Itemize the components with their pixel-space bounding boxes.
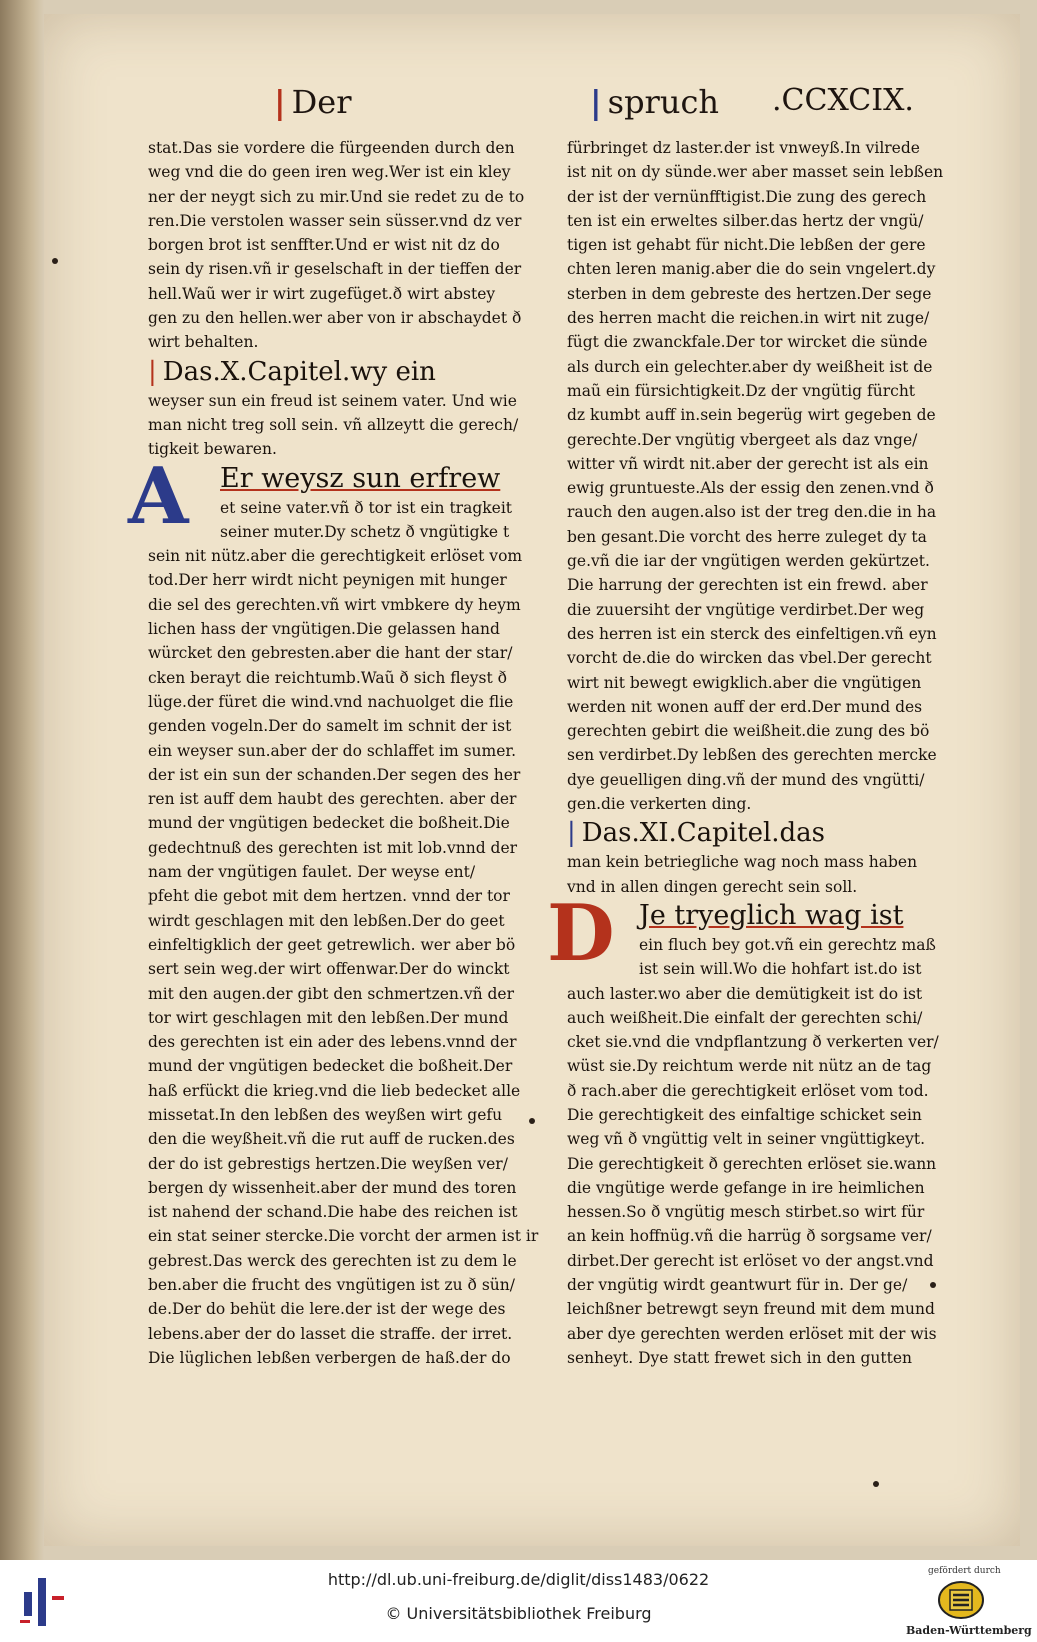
text-line: ben gesant.Die vorcht des herre zuleget dy ta: [567, 527, 927, 546]
text-line: Die lüglichen lebßen verbergen de haß.der do: [148, 1348, 511, 1367]
paragraph-mark-red: |: [274, 83, 286, 121]
text-line: wirdt geschlagen mit den lebßen.Der do geet: [148, 911, 505, 930]
text-line: sein dy risen.vñ ir geselschaft in der tieffen der: [148, 260, 522, 279]
text-line: missetat.In den lebßen des weyßen wirt gefu: [148, 1105, 503, 1124]
left-body-lines: [148, 544, 539, 1370]
summary-line: man nicht treg soll sein. vñ allzeytt die gerech/: [148, 415, 519, 434]
summary-line: tigkeit bewaren.: [148, 440, 277, 459]
text-line: stat.Das sie vordere die fürgeenden durch den: [148, 139, 515, 157]
text-line: lüge.der füret die wind.vnd nachuolget die flie: [148, 692, 514, 711]
text-line: mund der vngütigen bedecket die boßheit.Der: [148, 1057, 513, 1076]
text-line: haß erfückt die krieg.vnd die lieb bedecket alle: [148, 1081, 521, 1100]
text-line: der ist der vernünfftigist.Die zung des gerech: [567, 187, 927, 206]
stain-dot: [529, 1118, 535, 1124]
text-line: die vngütige werde gefange in ire heimlichen: [567, 1178, 925, 1197]
text-line: an kein hoffnüg.vñ die harrüg ð sorgsame ver/: [567, 1227, 932, 1246]
chapter-xi-heading: [567, 817, 917, 849]
text-line: mit den augen.der gibt den schmertzen.vñ der: [148, 984, 514, 1003]
text-line: ge.vñ die iar der vngütigen werden gekürtzet.: [567, 552, 930, 571]
text-line: tigen ist gehabt für nicht.Die lebßen der gere: [567, 236, 926, 255]
sponsor-name: Baden-Württemberg: [906, 1624, 1032, 1637]
text-line: sen verdirbet.Dy lebßen des gerechten mercke: [567, 746, 937, 765]
running-title-left: [274, 83, 352, 121]
text-line: weg vnd die do geen iren weg.Wer ist ein kley: [148, 163, 511, 182]
text-line: sert sein weg.der wirt offenwar.Der do winckt: [148, 960, 510, 979]
book-gutter: [0, 0, 44, 1560]
text-line: wirt nit bewegt ewigklich.aber die vngütigen: [567, 673, 922, 692]
chapter-x-heading: [148, 356, 498, 388]
text-line: den die weyßheit.vñ die rut auff de rucken.des: [148, 1130, 515, 1149]
stain-dot: [930, 1282, 936, 1288]
summary-line: weyser sun ein freud ist seinem vater. Und wie: [148, 391, 517, 410]
text-line: ten ist ein erweltes silber.das hertz der vngü/: [567, 211, 924, 230]
chapter-xi-heading-text: Das.XI.Capitel.das: [581, 818, 826, 849]
text-line: maũ ein fürsichtigkeit.Dz der vngütig fürcht: [567, 381, 916, 400]
folio-number: .CCXCIX.: [772, 83, 914, 118]
text-line: Die gerechtigkeit des einfaltige schicket sein: [567, 1105, 922, 1124]
text-line: ð rach.aber die gerechtigkeit erlöset vom tod.: [567, 1081, 929, 1100]
text-line: witter vñ wirdt nit.aber der gerecht ist als ein: [567, 454, 929, 473]
text-line: des gerechten ist ein ader des lebens.vnnd der: [148, 1033, 517, 1052]
text-line: mund der vngütigen bedecket die boßheit.Die: [148, 814, 510, 833]
right-top-lines: [567, 136, 944, 816]
text-line: gen.die verkerten ding.: [567, 795, 752, 814]
text-line: hessen.So ð vngütig mesch stirbet.so wirt für: [567, 1203, 925, 1222]
text-line: ist nit on dy sünde.wer aber masset sein lebßen: [567, 163, 944, 182]
copyright-text: © Universitätsbibliothek Freiburg: [385, 1604, 652, 1623]
source-url-link[interactable]: http://dl.ub.uni-freiburg.de/diglit/diss1483/0622: [327, 1570, 710, 1589]
text-line: cket sie.vnd die vndpflantzung ð verkerten ver/: [567, 1033, 939, 1052]
text-line: genden vogeln.Der do samelt im schnit der ist: [148, 717, 512, 736]
text-line: sein nit nütz.aber die gerechtigkeit erlöset vom: [148, 547, 523, 566]
text-line: ein stat seiner stercke.Die vorcht der armen ist ir: [148, 1227, 539, 1246]
text-line: ben.aber die frucht des vngütigen ist zu ð sün/: [148, 1276, 515, 1295]
text-line: wirt behalten.: [148, 333, 259, 352]
running-title-right-text: spruch: [607, 83, 719, 121]
chapter-x-heading-text: Das.X.Capitel.wy ein: [162, 356, 436, 387]
decorated-initial: A: [128, 450, 189, 542]
text-line: Die harrung der gerechten ist ein frewd. aber: [567, 576, 928, 595]
text-line: ein fluch bey got.vñ ein gerechtz maß: [639, 935, 936, 954]
text-line: des herren macht die reichen.in wirt nit zuge/: [567, 309, 930, 328]
text-line: gedechtnuß des gerechten ist mit lob.vnnd der: [148, 838, 518, 857]
text-line: tod.Der herr wirdt nicht peynigen mit hunger: [148, 571, 507, 590]
text-line: gebrest.Das werck des gerechten ist zu dem le: [148, 1251, 517, 1270]
text-line: der do ist gebrestigs hertzen.Die weyßen ver/: [148, 1154, 508, 1173]
text-line: pfeht die gebot mit dem hertzen. vnnd der tor: [148, 887, 510, 906]
text-line: ner der neygt sich zu mir.Und sie redet zu de to: [148, 187, 525, 206]
summary-line: vnd in allen dingen gerecht sein soll.: [567, 877, 858, 896]
chapter-x-summary: [148, 389, 519, 462]
text-line: dz kumbt auff in.sein begerüg wirt gegeben de: [567, 406, 936, 425]
text-line: fügt die zwanckfale.Der tor wircket die sünde: [567, 333, 928, 352]
text-line: ren.Die verstolen wasser sein süsser.vnd dz ver: [148, 211, 522, 230]
chapter-xi-summary: [567, 850, 917, 899]
text-line: cken berayt die reichtumb.Waũ ð sich fleyst ð: [148, 668, 507, 687]
paragraph-mark-blue: |: [567, 818, 576, 849]
text-line: leichßner betrewgt seyn freund mit dem mund: [567, 1300, 935, 1319]
text-line: wüst sie.Dy reichtum werde nit nütz an de tag: [567, 1057, 932, 1076]
text-line: aber dye gerechten werden erlöset mit der wis: [567, 1324, 937, 1343]
paragraph-mark-red: |: [148, 356, 157, 387]
text-line: der ist ein sun der schanden.Der segen des her: [148, 765, 521, 784]
text-line: auch weißheit.Die einfalt der gerechten schi/: [567, 1008, 923, 1027]
text-line: fürbringet dz laster.der ist vnweyß.In vilrede: [567, 139, 920, 157]
text-line: lebens.aber der do lasset die straffe. der irret.: [148, 1324, 513, 1343]
stain-dot: [873, 1481, 879, 1487]
decorated-initial: D: [547, 887, 615, 979]
right-body-lines: [567, 982, 939, 1371]
text-line: borgen brot ist senffter.Und er wist nit dz do: [148, 236, 500, 255]
text-line: gerechten gebirt die weißheit.die zung des bö: [567, 722, 930, 741]
text-line: ein weyser sun.aber der do schlaffet im sumer.: [148, 741, 517, 760]
text-line: würcket den gebresten.aber die hant der star/: [148, 644, 513, 663]
chapter-xi-opening: [547, 887, 936, 982]
text-line: gerechte.Der vngütig vbergeet als daz vnge/: [567, 430, 918, 449]
text-line: weg vñ ð vngüttig velt in seiner vngüttigkeyt.: [567, 1130, 926, 1149]
text-line: als durch ein gelechter.aber dy weißheit ist de: [567, 357, 933, 376]
text-line: Die gerechtigkeit ð gerechten erlöset sie.wann: [567, 1154, 937, 1173]
incipit: Je tryeglich wag ist: [639, 899, 904, 931]
text-line: lichen hass der vngütigen.Die gelassen hand: [148, 620, 500, 639]
incipit: Er weysz sun erfrew: [220, 462, 501, 494]
text-line: nam der vngütigen faulet. Der weyse ent/: [148, 863, 476, 882]
text-line: rauch den augen.also ist der treg den.die in ha: [567, 503, 937, 522]
text-line: tor wirt geschlagen mit den lebßen.Der mund: [148, 1008, 509, 1027]
text-line: dirbet.Der gerecht ist erlöset vo der angst.vnd: [567, 1251, 934, 1270]
text-line: chten leren manig.aber die do sein vngelert.dy: [567, 260, 936, 279]
running-title-right: [590, 83, 719, 121]
text-line: der vngütig wirdt geantwurt für in. Der ge/: [567, 1276, 908, 1295]
text-line: ist sein will.Wo die hohfart ist.do ist: [639, 960, 922, 979]
text-line: bergen dy wissenheit.aber der mund des toren: [148, 1178, 517, 1197]
text-line: werden nit wonen auff der erd.Der mund des: [567, 697, 923, 716]
text-line: ren ist auff dem haubt des gerechten. aber der: [148, 790, 517, 809]
footer-bar: [0, 1560, 1037, 1642]
indented-lines: [220, 496, 513, 545]
summary-line: man kein betriegliche wag noch mass haben: [567, 853, 918, 872]
text-line: senheyt. Dye statt frewet sich in den gutten: [567, 1348, 913, 1367]
text-line: ewig gruntueste.Als der essig den zenen.vnd ð: [567, 479, 934, 498]
text-line: dye geuelligen ding.vñ der mund des vngütti/: [567, 770, 925, 789]
text-line: des herren ist ein sterck des einfeltigen.vñ eyn: [567, 624, 937, 643]
chapter-x-opening: [128, 450, 513, 545]
text-line: einfeltigklich der geet getrewlich. wer aber bö: [148, 935, 516, 954]
text-line: de.Der do behüt die lere.der ist der wege des: [148, 1300, 506, 1319]
text-line: vorcht de.die do wircken das vbel.Der gerecht: [567, 649, 932, 668]
state-crest-icon: [936, 1580, 986, 1620]
sponsor-note: gefördert durch: [928, 1566, 1001, 1576]
text-line: auch laster.wo aber die demütigkeit ist do ist: [567, 984, 923, 1003]
left-text-column: [128, 136, 539, 1370]
text-line: et seine vater.vñ ð tor ist ein tragkeit: [220, 498, 513, 517]
paragraph-mark-blue: |: [590, 83, 602, 121]
stain-dot: [52, 258, 58, 264]
text-line: ist nahend der schand.Die habe des reichen ist: [148, 1203, 518, 1222]
indented-lines: [639, 933, 936, 982]
text-line: seiner muter.Dy schetz ð vngütigke t: [220, 522, 510, 541]
left-top-lines: [148, 136, 525, 355]
text-line: hell.Waũ wer ir wirt zugefüget.ð wirt abstey: [148, 284, 496, 303]
running-title-left-text: Der: [291, 83, 352, 121]
text-line: die sel des gerechten.vñ wirt vmbkere dy heym: [148, 595, 521, 614]
right-text-column: [547, 136, 944, 1370]
text-line: sterben in dem gebreste des hertzen.Der sege: [567, 284, 932, 303]
text-line: gen zu den hellen.wer aber von ir abschaydet ð: [148, 309, 522, 328]
text-line: die zuuersiht der vngütige verdirbet.Der weg: [567, 600, 925, 619]
